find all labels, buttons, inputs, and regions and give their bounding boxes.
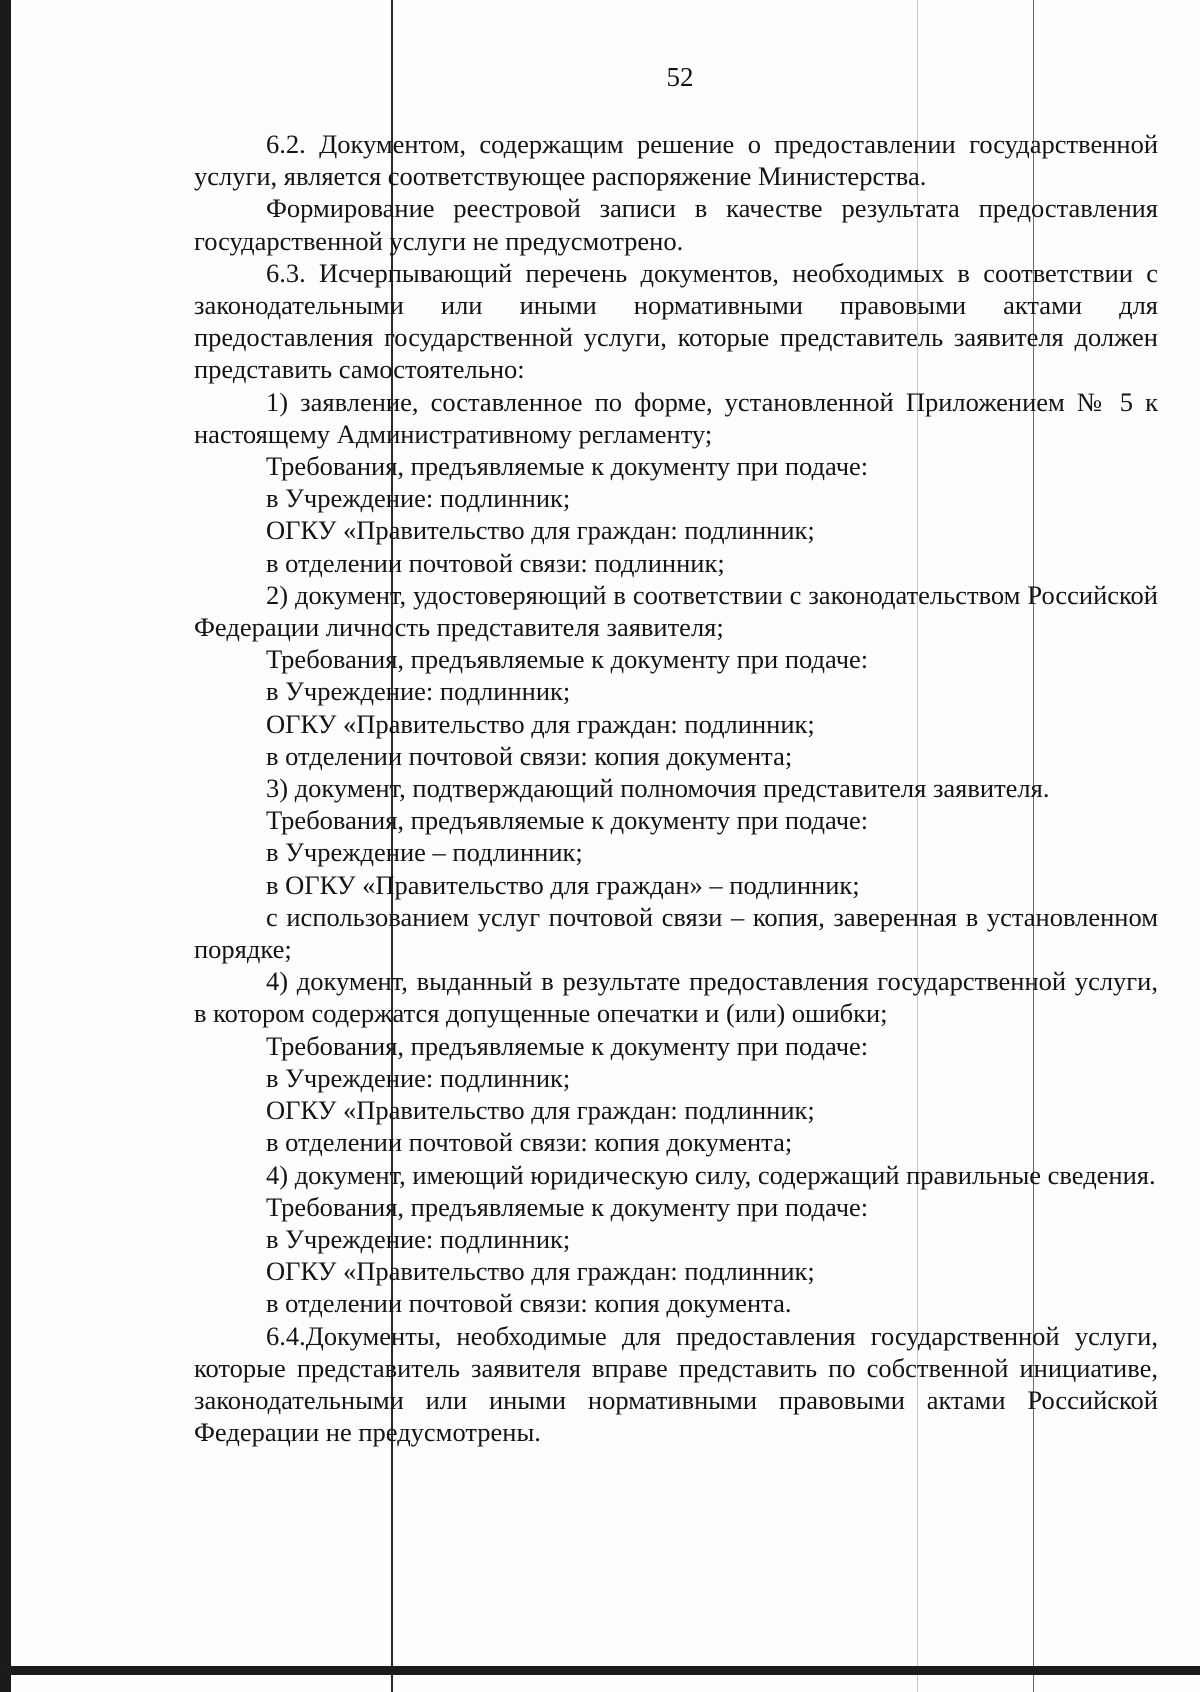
paragraph: в Учреждение: подлинник; <box>266 1062 571 1093</box>
paragraph: в ОГКУ «Правительство для граждан» – подлинник; <box>266 869 860 900</box>
page-number: 52 <box>666 62 694 92</box>
paragraph: Требования, предъявляемые к документу при подаче: <box>266 451 869 482</box>
paragraph: ОГКУ «Правительство для граждан: подлинник; <box>266 708 815 739</box>
paragraph: в отделении почтовой связи: копия документа; <box>266 740 793 771</box>
paragraph: 3) документ, подтверждающий полномочия представителя заявителя. <box>266 773 1050 804</box>
paragraph: Требования, предъявляемые к документу при подаче: <box>266 805 869 836</box>
paragraph: ОГКУ «Правительство для граждан: подлинник; <box>266 1256 815 1287</box>
paragraph: в отделении почтовой связи: копия документа; <box>266 1127 793 1158</box>
paragraph: в отделении почтовой связи: копия документа. <box>266 1288 792 1319</box>
paragraph: 2) документ, удостоверяющий в соответствии с законодательством Российской Федерации личность представителя заявителя; <box>194 579 1158 643</box>
paragraph: Требования, предъявляемые к документу при подаче: <box>266 1030 869 1061</box>
paragraph: 6.3. Исчерпывающий перечень документов, необходимых в соответствии с законодательными или иными нормативными правовыми актами для предоставления государственной услуги, которые представитель заявителя должен представить самостоятельно: <box>194 257 1158 385</box>
paragraph: в Учреждение – подлинник; <box>266 837 583 868</box>
paragraph: в Учреждение: подлинник; <box>266 1223 571 1254</box>
paragraph: Требования, предъявляемые к документу при подаче: <box>266 1191 869 1222</box>
document-body <box>194 128 1158 1448</box>
paragraph: в Учреждение: подлинник; <box>266 483 571 514</box>
paragraph: Формирование реестровой записи в качестве результата предоставления государственной услуги не предусмотрено. <box>194 193 1158 256</box>
paragraph: в Учреждение: подлинник; <box>266 676 571 707</box>
paragraph: 6.4.Документы, необходимые для предоставления государственной услуги, которые представитель заявителя вправе представить по собственной инициативе, законодательными или иными нормативными правовыми актами Российской Федерации не предусмотрены. <box>194 1320 1158 1448</box>
paragraph: 6.2. Документом, содержащим решение о предоставлении государственной услуги, является соответствующее распоряжение Министерства. <box>194 129 1158 192</box>
scan-edge-left <box>0 0 11 1692</box>
paragraph: ОГКУ «Правительство для граждан: подлинник; <box>266 1095 815 1126</box>
paragraph: ОГКУ «Правительство для граждан: подлинник; <box>266 515 815 546</box>
paragraph: в отделении почтовой связи: подлинник; <box>266 547 725 578</box>
scan-edge-bottom <box>0 1666 1200 1675</box>
paragraph: 4) документ, выданный в результате предоставления государственной услуги, в котором содержатся допущенные опечатки и (или) ошибки; <box>194 966 1158 1029</box>
paragraph: 4) документ, имеющий юридическую силу, содержащий правильные сведения. <box>266 1159 1156 1190</box>
paragraph: 1) заявление, составленное по форме, установленной Приложением № 5 к настоящему Административному регламенту; <box>194 386 1158 449</box>
paragraph: Требования, предъявляемые к документу при подаче: <box>266 644 869 675</box>
paragraph: с использованием услуг почтовой связи – копия, заверенная в установленном порядке; <box>194 901 1158 965</box>
